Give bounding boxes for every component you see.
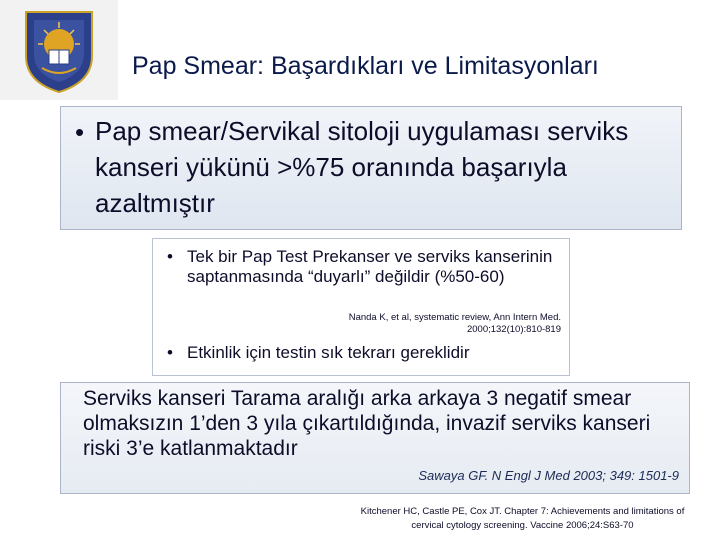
footer-line: Kitchener HC, Castle PE, Cox JT. Chapter 7: Achievements and limitations of: [360, 506, 685, 517]
main-point-text: Pap smear/Servikal sitoloji uygulaması serviks kanseri yükünü >%75 oranında başarıyla azaltmıştır: [95, 116, 629, 218]
citation-line: 2000;132(10):810-819: [466, 324, 561, 335]
footer-line: cervical cytology screening. Vaccine 2006;24:S63-70: [411, 520, 634, 531]
sub-points-box: [152, 238, 570, 376]
nanda-citation: [261, 312, 561, 336]
screening-interval-text: Serviks kanseri Tarama aralığı arka arkaya 3 negatif smear olmaksızın 1’den 3 yıla çıkartıldığında, invazif serviks kanseri riski 3’e katlanmaktadır: [83, 387, 651, 460]
university-crest-icon: [22, 8, 96, 94]
sub-point-repetition: Etkinlik için testin sık tekrarı gereklidir: [187, 343, 470, 362]
slide-title: Pap Smear: Başardıkları ve Limitasyonları: [132, 52, 599, 80]
bullet-marker: •: [167, 343, 173, 362]
footer-reference: [330, 505, 715, 533]
sawaya-reference: Sawaya GF. N Engl J Med 2003; 349: 1501-9: [418, 468, 679, 483]
bullet-marker: •: [75, 117, 85, 147]
bullet-marker: •: [167, 247, 173, 266]
sub-point-sensitivity: Tek bir Pap Test Prekanser ve serviks kanserinin saptanmasında “duyarlı” değildir (%50-60): [187, 247, 553, 286]
citation-line: Nanda K, et al, systematic review, Ann Intern Med.: [348, 312, 561, 323]
institution-logo: [0, 0, 118, 100]
screening-interval-box: [60, 382, 690, 494]
main-point-box: [60, 106, 682, 230]
